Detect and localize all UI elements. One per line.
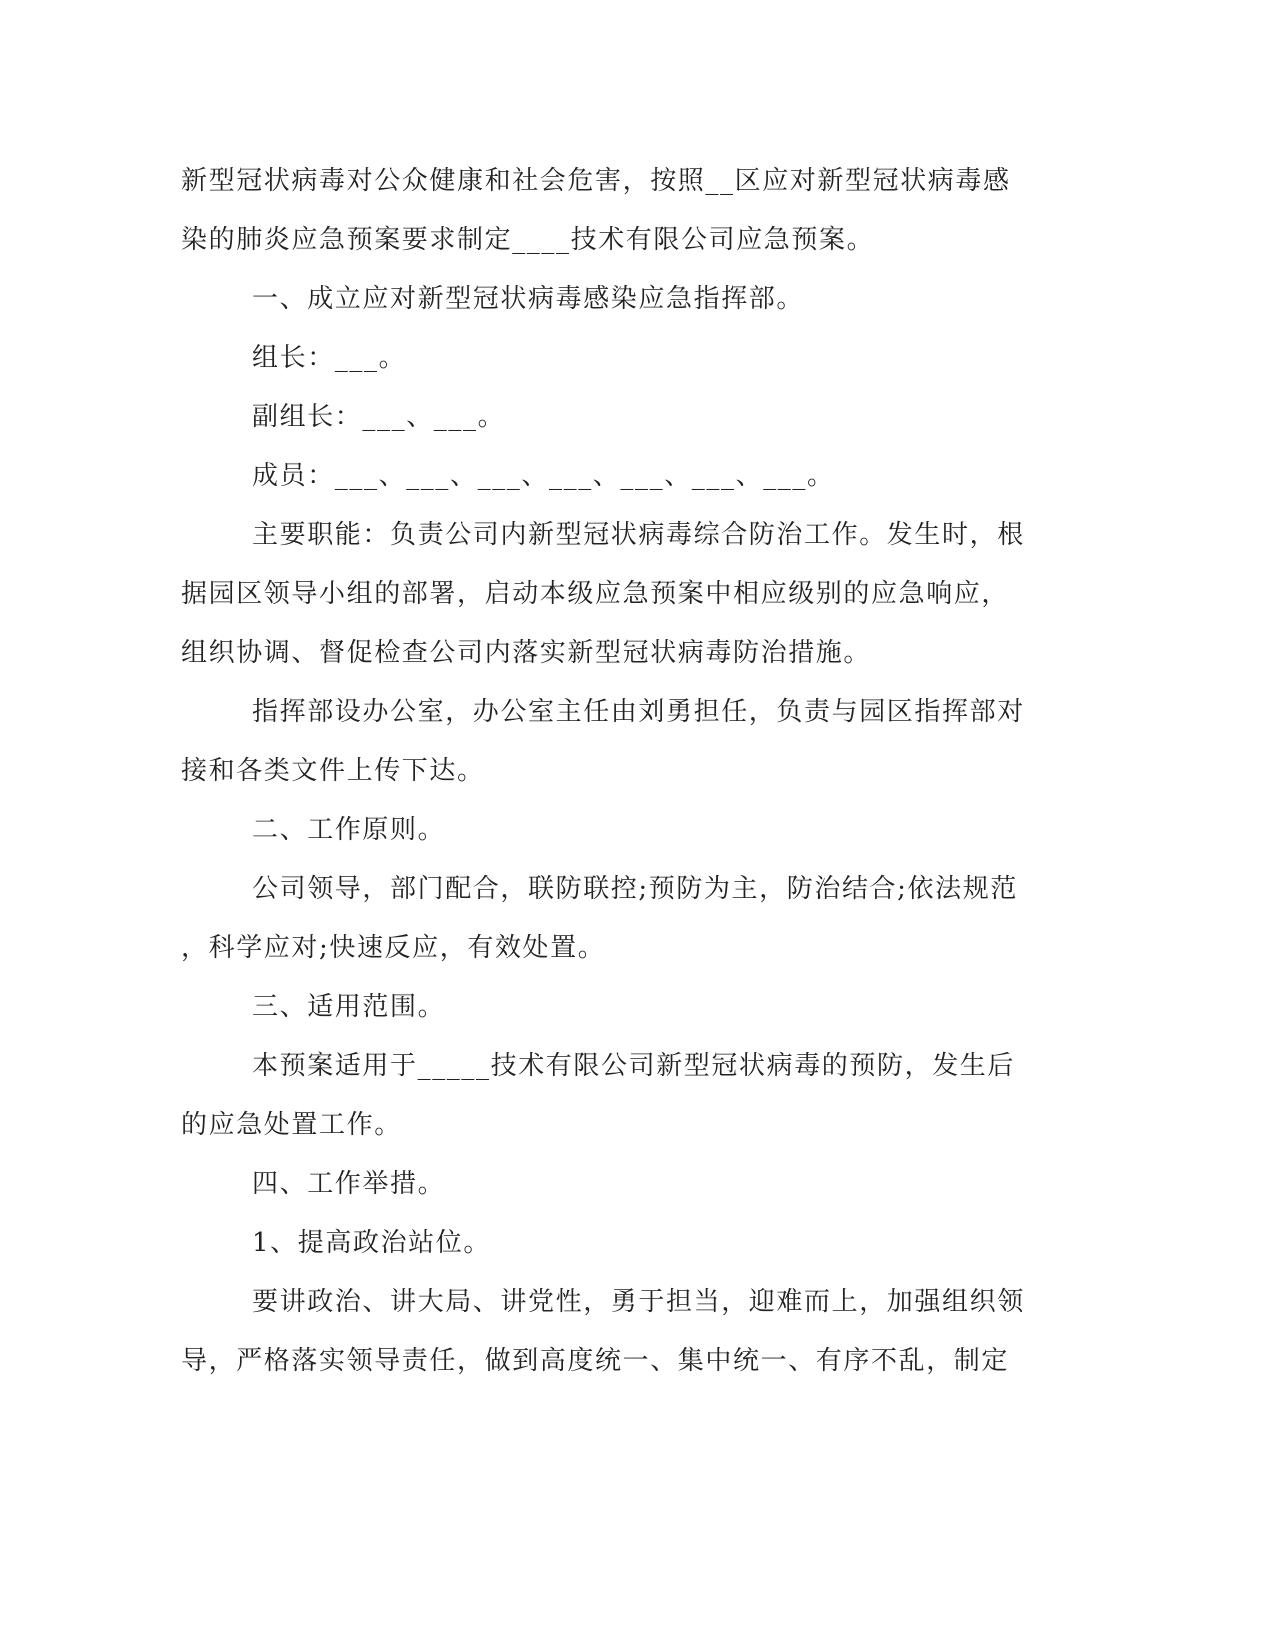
paragraph-line: 的应急处置工作。 xyxy=(181,1110,402,1140)
section-heading: 三、适用范围。 xyxy=(252,992,446,1022)
section-heading: 四、工作举措。 xyxy=(252,1169,446,1199)
paragraph-line: 导，严格落实领导责任，做到高度统一、集中统一、有序不乱，制定 xyxy=(181,1346,1010,1376)
paragraph-line: 组长：___。 xyxy=(252,343,407,373)
paragraph-line: 组织协调、督促检查公司内落实新型冠状病毒防治措施。 xyxy=(181,638,872,668)
paragraph-line: 新型冠状病毒对公众健康和社会危害，按照__区应对新型冠状病毒感 xyxy=(181,166,1011,196)
paragraph-line: 指挥部设办公室，办公室主任由刘勇担任，负责与园区指挥部对 xyxy=(252,697,1025,727)
paragraph-line: 接和各类文件上传下达。 xyxy=(181,756,485,786)
paragraph-line: 公司领导，部门配合，联防联控;预防为主，防治结合;依法规范 xyxy=(252,874,1018,904)
subsection-heading: 1、提高政治站位。 xyxy=(252,1228,491,1258)
paragraph-line: ，科学应对;快速反应，有效处置。 xyxy=(181,933,606,963)
paragraph-line: 副组长：___、___。 xyxy=(252,402,506,432)
paragraph-line: 据园区领导小组的部署，启动本级应急预案中相应级别的应急响应， xyxy=(181,579,1010,609)
section-heading: 一、成立应对新型冠状病毒感染应急指挥部。 xyxy=(252,284,805,314)
paragraph-line: 染的肺炎应急预案要求制定____技术有限公司应急预案。 xyxy=(181,225,875,255)
paragraph-line: 成员：___、___、___、___、___、___、___。 xyxy=(252,461,835,491)
paragraph-line: 要讲政治、讲大局、讲党性，勇于担当，迎难而上，加强组织领 xyxy=(252,1287,1025,1317)
paragraph-line: 主要职能：负责公司内新型冠状病毒综合防治工作。发生时，根 xyxy=(252,520,1025,550)
paragraph-line: 本预案适用于_____技术有限公司新型冠状病毒的预防，发生后 xyxy=(252,1051,1016,1081)
section-heading: 二、工作原则。 xyxy=(252,815,446,845)
